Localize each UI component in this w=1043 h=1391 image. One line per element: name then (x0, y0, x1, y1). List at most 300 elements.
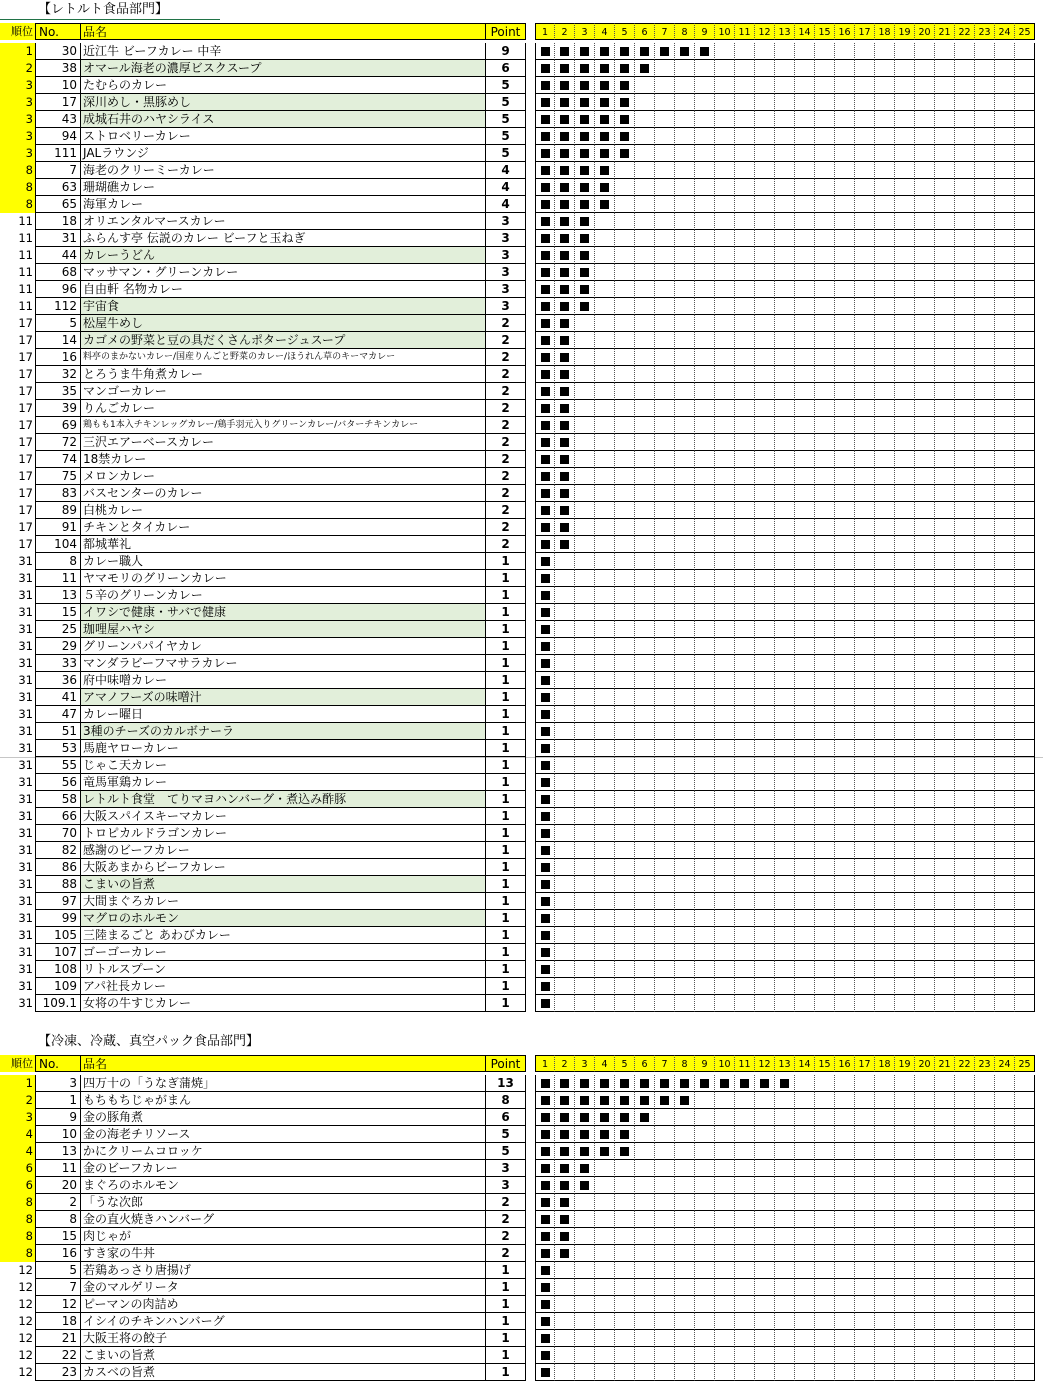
tally-cell (755, 485, 775, 502)
item-name-cell[interactable]: カゴメの野菜と豆の具だくさんポタージュスープ (80, 332, 485, 349)
point-cell[interactable]: 2 (485, 485, 526, 502)
item-name-cell[interactable]: マンダラビーフマサラカレー (80, 655, 485, 672)
tally-cell (735, 383, 755, 400)
point-cell[interactable]: 4 (485, 179, 526, 196)
tally-cell (915, 961, 935, 978)
point-cell[interactable]: 1 (485, 995, 526, 1012)
tally-cell (955, 842, 975, 859)
item-name-cell[interactable]: まぐろのホルモン (80, 1177, 485, 1194)
point-cell[interactable]: 3 (485, 230, 526, 247)
tally-cell (835, 944, 855, 961)
point-cell[interactable]: 3 (485, 298, 526, 315)
point-cell[interactable]: 1 (485, 978, 526, 995)
tally-cell (795, 1330, 815, 1347)
tally-cell (715, 485, 735, 502)
tally-cell (875, 128, 895, 145)
point-cell[interactable]: 1 (485, 1279, 526, 1296)
no-cell[interactable]: 15 (35, 604, 80, 621)
item-name-cell[interactable]: ゴーゴーカレー (80, 944, 485, 961)
tally-cell (595, 1245, 615, 1262)
no-cell[interactable]: 111 (35, 145, 80, 162)
no-cell[interactable]: 5 (35, 315, 80, 332)
tally-cell (735, 1160, 755, 1177)
tally-mark (560, 115, 569, 124)
item-name-cell[interactable]: 竜馬軍鶏カレー (80, 774, 485, 791)
point-cell[interactable]: 1 (485, 553, 526, 570)
no-cell[interactable]: 56 (35, 774, 80, 791)
tally-cell (575, 757, 595, 774)
tally-cell (995, 502, 1015, 519)
no-cell[interactable]: 9 (35, 1109, 80, 1126)
no-cell[interactable]: 43 (35, 111, 80, 128)
no-cell[interactable]: 18 (35, 213, 80, 230)
no-cell[interactable]: 63 (35, 179, 80, 196)
item-name-cell[interactable]: 大間まぐろカレー (80, 893, 485, 910)
item-name-cell[interactable]: 四万十の「うなぎ蒲焼」 (80, 1075, 485, 1092)
item-name-cell[interactable]: 三沢エアーベースカレー (80, 434, 485, 451)
item-name-cell[interactable]: 料亭のまかないカレー/国産りんごと野菜のカレー/ほうれん草のキーマカレー (80, 349, 485, 366)
point-cell[interactable]: 1 (485, 961, 526, 978)
no-cell[interactable]: 14 (35, 332, 80, 349)
table-row (0, 876, 1043, 893)
point-cell[interactable]: 3 (485, 264, 526, 281)
no-cell[interactable]: 97 (35, 893, 80, 910)
no-cell[interactable]: 23 (35, 1364, 80, 1381)
no-cell[interactable]: 5 (35, 1262, 80, 1279)
no-cell[interactable]: 17 (35, 94, 80, 111)
point-cell[interactable]: 1 (485, 570, 526, 587)
item-name-cell[interactable]: すき家の牛丼 (80, 1245, 485, 1262)
tally-mark (541, 574, 550, 583)
tally-cell (615, 519, 635, 536)
no-cell[interactable]: 83 (35, 485, 80, 502)
point-cell[interactable]: 1 (485, 723, 526, 740)
tally-cell (615, 808, 635, 825)
no-cell[interactable]: 22 (35, 1347, 80, 1364)
point-cell[interactable]: 5 (485, 94, 526, 111)
tally-cell (755, 1347, 775, 1364)
no-cell[interactable]: 112 (35, 298, 80, 315)
tally-mark (600, 47, 609, 56)
item-name-cell[interactable]: 「うな次郎 (80, 1194, 485, 1211)
no-cell[interactable]: 47 (35, 706, 80, 723)
tally-cell (635, 485, 655, 502)
no-cell[interactable]: 108 (35, 961, 80, 978)
point-cell[interactable]: 6 (485, 1109, 526, 1126)
point-cell[interactable]: 1 (485, 944, 526, 961)
tally-cell (555, 1143, 575, 1160)
no-cell[interactable]: 65 (35, 196, 80, 213)
no-cell[interactable]: 20 (35, 1177, 80, 1194)
tally-cell (795, 451, 815, 468)
point-cell[interactable]: 1 (485, 910, 526, 927)
point-cell[interactable]: 1 (485, 740, 526, 757)
point-cell[interactable]: 5 (485, 1143, 526, 1160)
point-cell[interactable]: 1 (485, 842, 526, 859)
tally-cell (935, 111, 955, 128)
item-name-cell[interactable]: 近江牛 ビーフカレー 中辛 (80, 43, 485, 60)
tally-cell (835, 1245, 855, 1262)
point-cell[interactable]: 2 (485, 1228, 526, 1245)
no-cell[interactable]: 96 (35, 281, 80, 298)
item-name-cell[interactable]: りんごカレー (80, 400, 485, 417)
point-cell[interactable]: 2 (485, 468, 526, 485)
tally-cell (715, 740, 735, 757)
no-cell[interactable]: 7 (35, 162, 80, 179)
tally-cell (915, 315, 935, 332)
tally-cell (875, 145, 895, 162)
item-name-cell[interactable]: ５辛のグリーンカレー (80, 587, 485, 604)
no-cell[interactable]: 16 (35, 349, 80, 366)
item-name-cell[interactable]: たむらのカレー (80, 77, 485, 94)
no-cell[interactable]: 41 (35, 689, 80, 706)
point-cell[interactable]: 13 (485, 1075, 526, 1092)
tally-cell (735, 825, 755, 842)
tally-cell (955, 332, 975, 349)
tally-cell (695, 842, 715, 859)
item-name-cell[interactable]: 深川めし・黒豚めし (80, 94, 485, 111)
tally-cell (615, 417, 635, 434)
no-cell[interactable]: 69 (35, 417, 80, 434)
tally-cell (955, 43, 975, 60)
point-cell[interactable]: 1 (485, 1313, 526, 1330)
item-name-cell[interactable]: カレー職人 (80, 553, 485, 570)
item-name-cell[interactable]: 白桃カレー (80, 502, 485, 519)
no-cell[interactable]: 72 (35, 434, 80, 451)
point-cell[interactable]: 1 (485, 808, 526, 825)
tally-cell (775, 927, 795, 944)
point-cell[interactable]: 1 (485, 655, 526, 672)
tally-cell (975, 145, 995, 162)
item-name-cell[interactable]: オリエンタルマースカレー (80, 213, 485, 230)
item-name-cell[interactable]: 大阪あまからビーフカレー (80, 859, 485, 876)
tally-cell (815, 995, 835, 1012)
point-cell[interactable]: 1 (485, 689, 526, 706)
point-cell[interactable]: 1 (485, 587, 526, 604)
tally-cell (895, 434, 915, 451)
no-cell[interactable]: 109 (35, 978, 80, 995)
item-name-cell[interactable]: ヤマモリのグリーンカレー (80, 570, 485, 587)
tally-cell (935, 264, 955, 281)
item-name-cell[interactable]: 珈哩屋ハヤシ (80, 621, 485, 638)
point-cell[interactable]: 1 (485, 825, 526, 842)
item-name-cell[interactable]: ストロベリーカレー (80, 128, 485, 145)
no-cell[interactable]: 7 (35, 1279, 80, 1296)
no-cell[interactable]: 53 (35, 740, 80, 757)
item-name-cell[interactable]: ピーマンの肉詰め (80, 1296, 485, 1313)
no-cell[interactable]: 99 (35, 910, 80, 927)
point-cell[interactable]: 9 (485, 43, 526, 60)
item-name-cell[interactable]: JALラウンジ (80, 145, 485, 162)
point-cell[interactable]: 1 (485, 876, 526, 893)
tally-cell (695, 1330, 715, 1347)
point-cell[interactable]: 2 (485, 1211, 526, 1228)
no-cell[interactable]: 74 (35, 451, 80, 468)
no-cell[interactable]: 75 (35, 468, 80, 485)
no-cell[interactable]: 11 (35, 1160, 80, 1177)
point-cell[interactable]: 6 (485, 60, 526, 77)
tally-cell (855, 145, 875, 162)
point-cell[interactable]: 4 (485, 196, 526, 213)
point-cell[interactable]: 4 (485, 162, 526, 179)
item-name-cell[interactable]: 馬鹿ヤローカレー (80, 740, 485, 757)
no-cell[interactable]: 35 (35, 383, 80, 400)
item-name-cell[interactable]: アパ社長カレー (80, 978, 485, 995)
item-name-cell[interactable]: カレーうどん (80, 247, 485, 264)
point-cell[interactable]: 2 (485, 451, 526, 468)
item-name-cell[interactable]: 大阪スパイスキーマカレー (80, 808, 485, 825)
point-cell[interactable]: 1 (485, 672, 526, 689)
tally-cell (695, 638, 715, 655)
item-name-cell[interactable]: イシイのチキンハンバーグ (80, 1313, 485, 1330)
point-cell[interactable]: 5 (485, 128, 526, 145)
tally-cell (795, 961, 815, 978)
point-cell[interactable]: 1 (485, 621, 526, 638)
point-cell[interactable]: 5 (485, 111, 526, 128)
no-cell[interactable]: 70 (35, 825, 80, 842)
item-name-cell[interactable]: 金の豚角煮 (80, 1109, 485, 1126)
tally-cell (735, 366, 755, 383)
point-cell[interactable]: 1 (485, 927, 526, 944)
no-cell[interactable]: 89 (35, 502, 80, 519)
point-cell[interactable]: 2 (485, 349, 526, 366)
point-cell[interactable]: 2 (485, 434, 526, 451)
no-cell[interactable]: 15 (35, 1228, 80, 1245)
point-cell[interactable]: 5 (485, 77, 526, 94)
tally-cell (635, 298, 655, 315)
no-cell[interactable]: 10 (35, 1126, 80, 1143)
item-name-cell[interactable]: メロンカレー (80, 468, 485, 485)
no-cell[interactable]: 1 (35, 1092, 80, 1109)
item-name-cell[interactable]: リトルスプーン (80, 961, 485, 978)
no-cell[interactable]: 12 (35, 1296, 80, 1313)
point-cell[interactable]: 3 (485, 1160, 526, 1177)
tally-mark (720, 1079, 729, 1088)
tally-cell (975, 1109, 995, 1126)
point-cell[interactable]: 3 (485, 281, 526, 298)
item-name-cell[interactable]: 海老のクリーミーカレー (80, 162, 485, 179)
tally-cell (955, 1194, 975, 1211)
item-name-cell[interactable]: 金の海老チリソース (80, 1126, 485, 1143)
tally-cell (555, 383, 575, 400)
no-cell[interactable]: 91 (35, 519, 80, 536)
item-name-cell[interactable]: とろうま牛角煮カレー (80, 366, 485, 383)
item-name-cell[interactable]: 鶏もも1本入チキンレッグカレー/鶏手羽元入りグリーンカレー/バターチキンカレー (80, 417, 485, 434)
item-name-cell[interactable]: 都城華礼 (80, 536, 485, 553)
point-cell[interactable]: 3 (485, 213, 526, 230)
no-cell[interactable]: 55 (35, 757, 80, 774)
rank-cell: 8 (0, 179, 35, 196)
point-cell[interactable]: 1 (485, 638, 526, 655)
no-cell[interactable]: 16 (35, 1245, 80, 1262)
point-cell[interactable]: 1 (485, 604, 526, 621)
no-cell[interactable]: 66 (35, 808, 80, 825)
no-cell[interactable]: 8 (35, 1211, 80, 1228)
item-name-cell[interactable]: こまいの旨煮 (80, 1347, 485, 1364)
point-cell[interactable]: 1 (485, 706, 526, 723)
no-cell[interactable]: 30 (35, 43, 80, 60)
no-cell[interactable]: 2 (35, 1194, 80, 1211)
no-cell[interactable]: 51 (35, 723, 80, 740)
item-name-cell[interactable]: グリーンパパイヤカレ (80, 638, 485, 655)
tally-cell (655, 1143, 675, 1160)
point-cell[interactable]: 1 (485, 1364, 526, 1381)
no-cell[interactable]: 33 (35, 655, 80, 672)
tally-cell (715, 366, 735, 383)
item-name-cell[interactable]: チキンとタイカレー (80, 519, 485, 536)
point-cell[interactable]: 2 (485, 332, 526, 349)
no-cell[interactable]: 13 (35, 587, 80, 604)
tally-cell (555, 179, 575, 196)
item-name-cell[interactable]: 金のマルゲリータ (80, 1279, 485, 1296)
point-cell[interactable]: 2 (485, 383, 526, 400)
no-cell[interactable]: 32 (35, 366, 80, 383)
item-name-cell[interactable]: 金の直火焼きハンバーグ (80, 1211, 485, 1228)
tally-cell (575, 1313, 595, 1330)
tally-cell (935, 876, 955, 893)
no-cell[interactable]: 107 (35, 944, 80, 961)
point-cell[interactable]: 2 (485, 519, 526, 536)
no-cell[interactable]: 25 (35, 621, 80, 638)
no-cell[interactable]: 105 (35, 927, 80, 944)
tally-cell (895, 570, 915, 587)
tally-cell (655, 519, 675, 536)
item-name-cell[interactable]: マグロのホルモン (80, 910, 485, 927)
tally-cell (615, 247, 635, 264)
item-name-cell[interactable]: マッサマン・グリーンカレー (80, 264, 485, 281)
item-name-cell[interactable]: 女将の牛すじカレー (80, 995, 485, 1012)
no-cell[interactable]: 36 (35, 672, 80, 689)
no-cell[interactable]: 86 (35, 859, 80, 876)
tally-cell (855, 638, 875, 655)
tally-cell (895, 111, 915, 128)
item-name-cell[interactable]: マンゴーカレー (80, 383, 485, 400)
item-name-cell[interactable]: 宇宙食 (80, 298, 485, 315)
tally-cell (595, 944, 615, 961)
point-cell[interactable]: 2 (485, 417, 526, 434)
item-name-cell[interactable]: レトルト食堂 てりマヨハンバーグ・煮込み酢豚 (80, 791, 485, 808)
item-name-cell[interactable]: かにクリームコロッケ (80, 1143, 485, 1160)
no-cell[interactable]: 8 (35, 553, 80, 570)
item-name-cell[interactable]: トロピカルドラゴンカレー (80, 825, 485, 842)
no-cell[interactable]: 18 (35, 1313, 80, 1330)
item-name-cell[interactable]: ふらんす亭 伝説のカレー ビーフと玉ねぎ (80, 230, 485, 247)
item-name-cell[interactable]: バスセンターのカレー (80, 485, 485, 502)
point-cell[interactable]: 1 (485, 859, 526, 876)
no-cell[interactable]: 82 (35, 842, 80, 859)
point-cell[interactable]: 2 (485, 315, 526, 332)
point-cell[interactable]: 1 (485, 1330, 526, 1347)
point-cell[interactable]: 1 (485, 791, 526, 808)
no-cell[interactable]: 11 (35, 570, 80, 587)
item-name-cell[interactable]: もちもちじゃがまん (80, 1092, 485, 1109)
point-cell[interactable]: 1 (485, 774, 526, 791)
point-cell[interactable]: 2 (485, 536, 526, 553)
point-cell[interactable]: 2 (485, 366, 526, 383)
no-cell[interactable]: 39 (35, 400, 80, 417)
item-name-cell[interactable]: 府中味噌カレー (80, 672, 485, 689)
item-name-cell[interactable]: 松屋牛めし (80, 315, 485, 332)
tally-mark (600, 1113, 609, 1122)
item-name-cell[interactable]: 若鶏あっさり唐揚げ (80, 1262, 485, 1279)
point-cell[interactable]: 2 (485, 1194, 526, 1211)
no-cell[interactable]: 58 (35, 791, 80, 808)
tally-cell (555, 77, 575, 94)
item-name-cell[interactable]: カレー曜日 (80, 706, 485, 723)
tally-cell (935, 332, 955, 349)
item-name-cell[interactable]: 3種のチーズのカルボナーラ (80, 723, 485, 740)
item-name-cell[interactable]: 肉じゃが (80, 1228, 485, 1245)
item-name-cell[interactable]: 自由軒 名物カレー (80, 281, 485, 298)
no-cell[interactable]: 44 (35, 247, 80, 264)
point-cell[interactable]: 1 (485, 1347, 526, 1364)
item-name-cell[interactable]: じゃこ天カレー (80, 757, 485, 774)
point-cell[interactable]: 3 (485, 1177, 526, 1194)
grid-number-header: 2 (555, 23, 575, 40)
tally-cell (915, 1211, 935, 1228)
no-cell[interactable]: 13 (35, 1143, 80, 1160)
point-cell[interactable]: 5 (485, 1126, 526, 1143)
item-name-cell[interactable]: こまいの旨煮 (80, 876, 485, 893)
tally-cell (575, 485, 595, 502)
point-cell[interactable]: 2 (485, 400, 526, 417)
tally-cell (995, 927, 1015, 944)
point-cell[interactable]: 1 (485, 757, 526, 774)
tally-mark (541, 642, 550, 651)
point-cell[interactable]: 2 (485, 502, 526, 519)
no-cell[interactable]: 31 (35, 230, 80, 247)
item-name-cell[interactable]: イワシで健康・サバで健康 (80, 604, 485, 621)
no-cell[interactable]: 3 (35, 1075, 80, 1092)
no-cell[interactable]: 94 (35, 128, 80, 145)
no-cell[interactable]: 68 (35, 264, 80, 281)
item-name-cell[interactable]: 感謝のビーフカレー (80, 842, 485, 859)
item-name-cell[interactable]: オマール海老の濃厚ビスクスープ (80, 60, 485, 77)
tally-cell (635, 961, 655, 978)
point-cell[interactable]: 1 (485, 1296, 526, 1313)
no-cell[interactable]: 38 (35, 60, 80, 77)
item-name-cell[interactable]: 大阪王将の餃子 (80, 1330, 485, 1347)
no-cell[interactable]: 21 (35, 1330, 80, 1347)
item-name-cell[interactable]: 海軍カレー (80, 196, 485, 213)
point-cell[interactable]: 8 (485, 1092, 526, 1109)
no-cell[interactable]: 104 (35, 536, 80, 553)
point-cell[interactable]: 2 (485, 1245, 526, 1262)
point-cell[interactable]: 3 (485, 247, 526, 264)
point-cell[interactable]: 1 (485, 893, 526, 910)
item-name-cell[interactable]: 成城石井のハヤシライス (80, 111, 485, 128)
tally-cell (835, 519, 855, 536)
item-name-cell[interactable]: カスベの旨煮 (80, 1364, 485, 1381)
item-name-cell[interactable]: 金のビーフカレー (80, 1160, 485, 1177)
tally-cell (775, 1245, 795, 1262)
no-cell[interactable]: 29 (35, 638, 80, 655)
no-cell[interactable]: 88 (35, 876, 80, 893)
no-cell[interactable]: 109.1 (35, 995, 80, 1012)
point-cell[interactable]: 1 (485, 1262, 526, 1279)
tally-cell (655, 672, 675, 689)
item-name-cell[interactable]: 18禁カレー (80, 451, 485, 468)
item-name-cell[interactable]: 珊瑚礁カレー (80, 179, 485, 196)
tally-cell (835, 672, 855, 689)
point-cell[interactable]: 5 (485, 145, 526, 162)
tally-cell (795, 1177, 815, 1194)
tally-cell (875, 791, 895, 808)
item-name-cell[interactable]: アマノフーズの味噌汁 (80, 689, 485, 706)
no-cell[interactable]: 10 (35, 77, 80, 94)
item-name-cell[interactable]: 三陸まるごと あわびカレー (80, 927, 485, 944)
tally-cell (795, 179, 815, 196)
